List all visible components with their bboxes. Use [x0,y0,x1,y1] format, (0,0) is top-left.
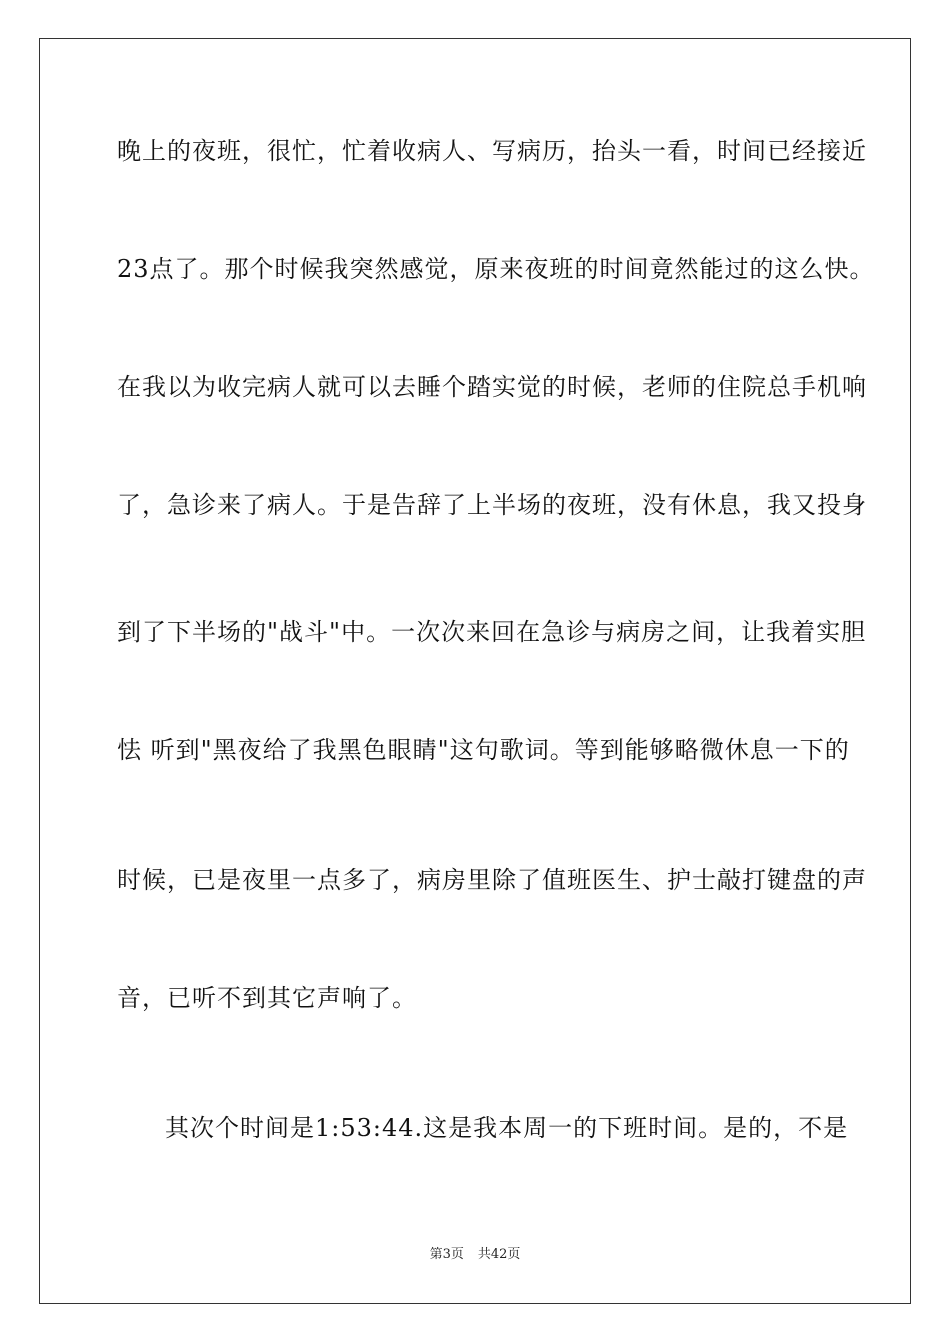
paragraph-line: 在我以为收完病人就可以去睡个踏实觉的时候，老师的住院总手机响 [117,373,867,401]
page-total: 共42页 [477,1247,521,1262]
paragraph-line: 到了下半场的"战斗"中。一次次来回在急诊与病房之间，让我着实胆 [117,618,867,646]
page-number: 第3页 [429,1247,464,1262]
paragraph-line-indented: 其次个时间是1:53:44.这是我本周一的下班时间。是的，不是 [165,1114,849,1142]
paragraph-line: 晚上的夜班，很忙，忙着收病人、写病历，抬头一看，时间已经接近 [117,137,867,165]
paragraph-line: 23点了。那个时候我突然感觉，原来夜班的时间竟然能过的这么快。 [117,255,875,283]
paragraph-line: 了，急诊来了病人。于是告辞了上半场的夜班，没有休息，我又投身 [117,491,867,519]
paragraph-line: 怯 听到"黑夜给了我黑色眼睛"这句歌词。等到能够略微休息一下的 [117,736,850,764]
paragraph-line: 音，已听不到其它声响了。 [117,984,417,1012]
page-footer [0,1246,950,1264]
paragraph-line: 时候，已是夜里一点多了，病房里除了值班医生、护士敲打键盘的声 [117,866,867,894]
